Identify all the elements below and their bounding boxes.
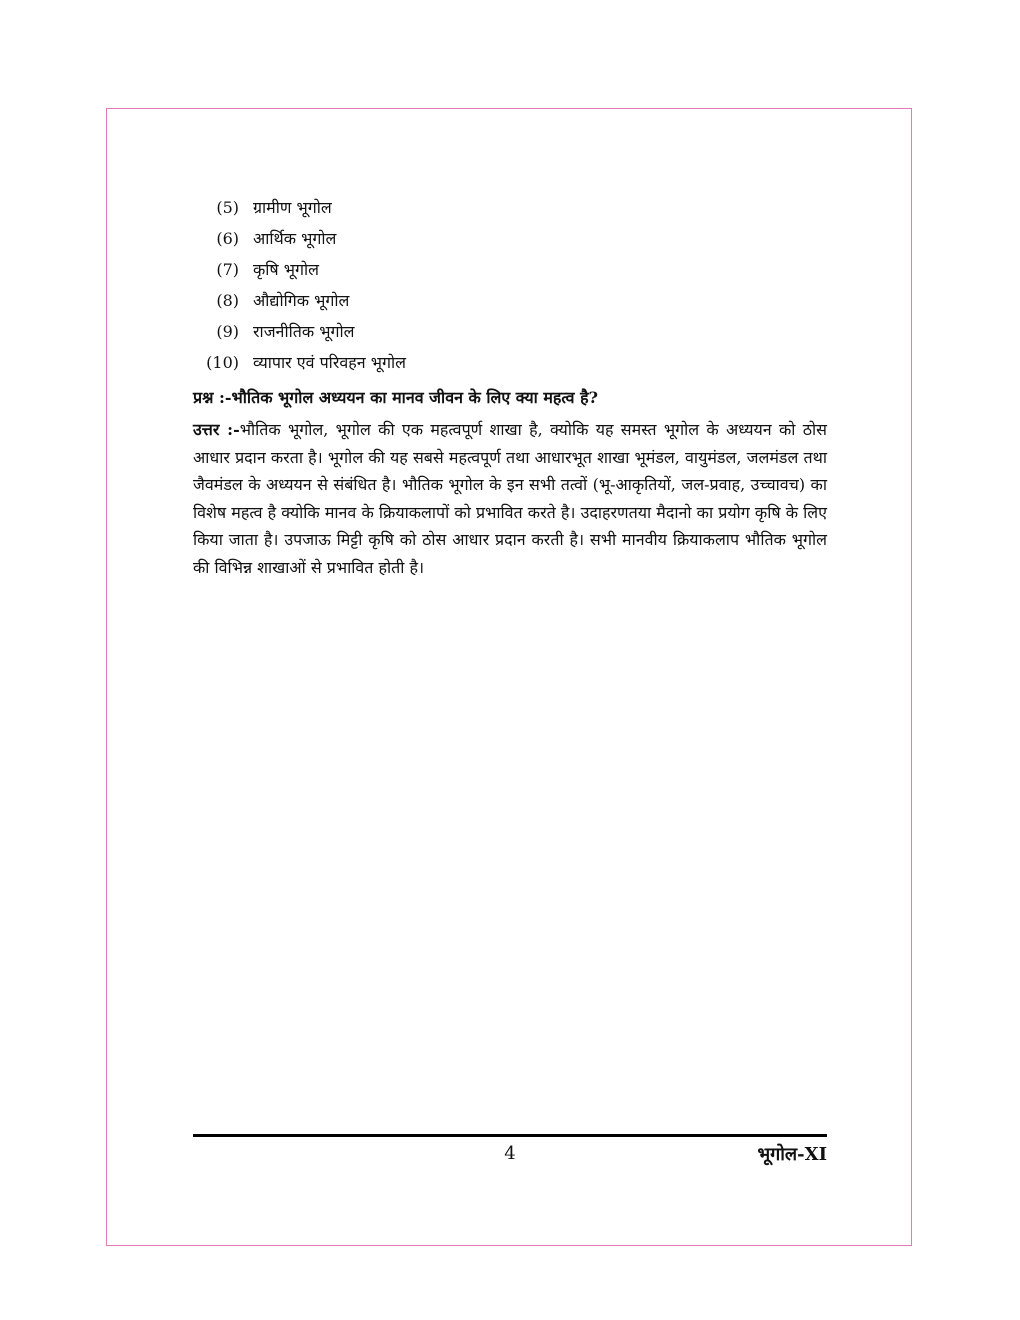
list-item-text: राजनीतिक भूगोल	[253, 322, 355, 341]
footer-rule	[193, 1134, 827, 1137]
list-item	[193, 227, 827, 258]
question-heading: प्रश्न :-भौतिक भूगोल अध्ययन का मानव जीवन के लिए क्या महत्व है?	[193, 388, 599, 407]
answer-paragraph	[193, 416, 827, 582]
list-item-text: ग्रामीण भूगोल	[253, 198, 332, 217]
list-item-number: (5)	[216, 198, 239, 217]
answer-text: भौतिक भूगोल, भूगोल की एक महत्वपूर्ण शाखा है, क्योकि यह समस्त भूगोल के अध्ययन को ठोस आधार प्रदान करता है। भूगोल की यह सबसे महत्वपूर्ण तथा आधारभूत शाखा भूमंडल, वायुमंडल, जलमंडल तथा जैवमंडल के अध्ययन से संबंधित है। भौतिक भूगोल के इन सभी तत्वों (भू-आकृतियों, जल-प्रवाह, उच्चावच) का विशेष महत्व है क्योकि मानव के क्रियाकलापों को प्रभावित करते है। उदाहरणतया मैदानो का प्रयोग कृषि के लिए किया जाता है। उपजाऊ मिट्टी कृषि को ठोस आधार प्रदान करती है। सभी मानवीय क्रियाकलाप भौतिक भूगोल की विभिन्न शाखाओं से प्रभावित होती है।	[193, 420, 827, 577]
list-item-text: आर्थिक भूगोल	[253, 229, 337, 248]
list-item	[193, 258, 827, 289]
answer-label: उत्तर :-	[193, 420, 240, 439]
list-item-number: (7)	[216, 260, 239, 279]
footer-title: भूगोल-XI	[757, 1144, 827, 1165]
list-item	[193, 320, 827, 351]
list-item	[193, 289, 827, 320]
page-content	[193, 196, 827, 582]
list-item-number: (9)	[216, 322, 239, 341]
list-item-number: (10)	[206, 353, 239, 372]
list-item-text: कृषि भूगोल	[253, 260, 320, 279]
branch-list	[193, 196, 827, 382]
list-item	[193, 196, 827, 227]
list-item-number: (8)	[216, 291, 239, 310]
list-item-text: व्यापार एवं परिवहन भूगोल	[253, 353, 406, 372]
page-number: 4	[504, 1143, 516, 1164]
list-item-text: औद्योगिक भूगोल	[253, 291, 350, 310]
list-item	[193, 351, 827, 382]
list-item-number: (6)	[216, 229, 239, 248]
